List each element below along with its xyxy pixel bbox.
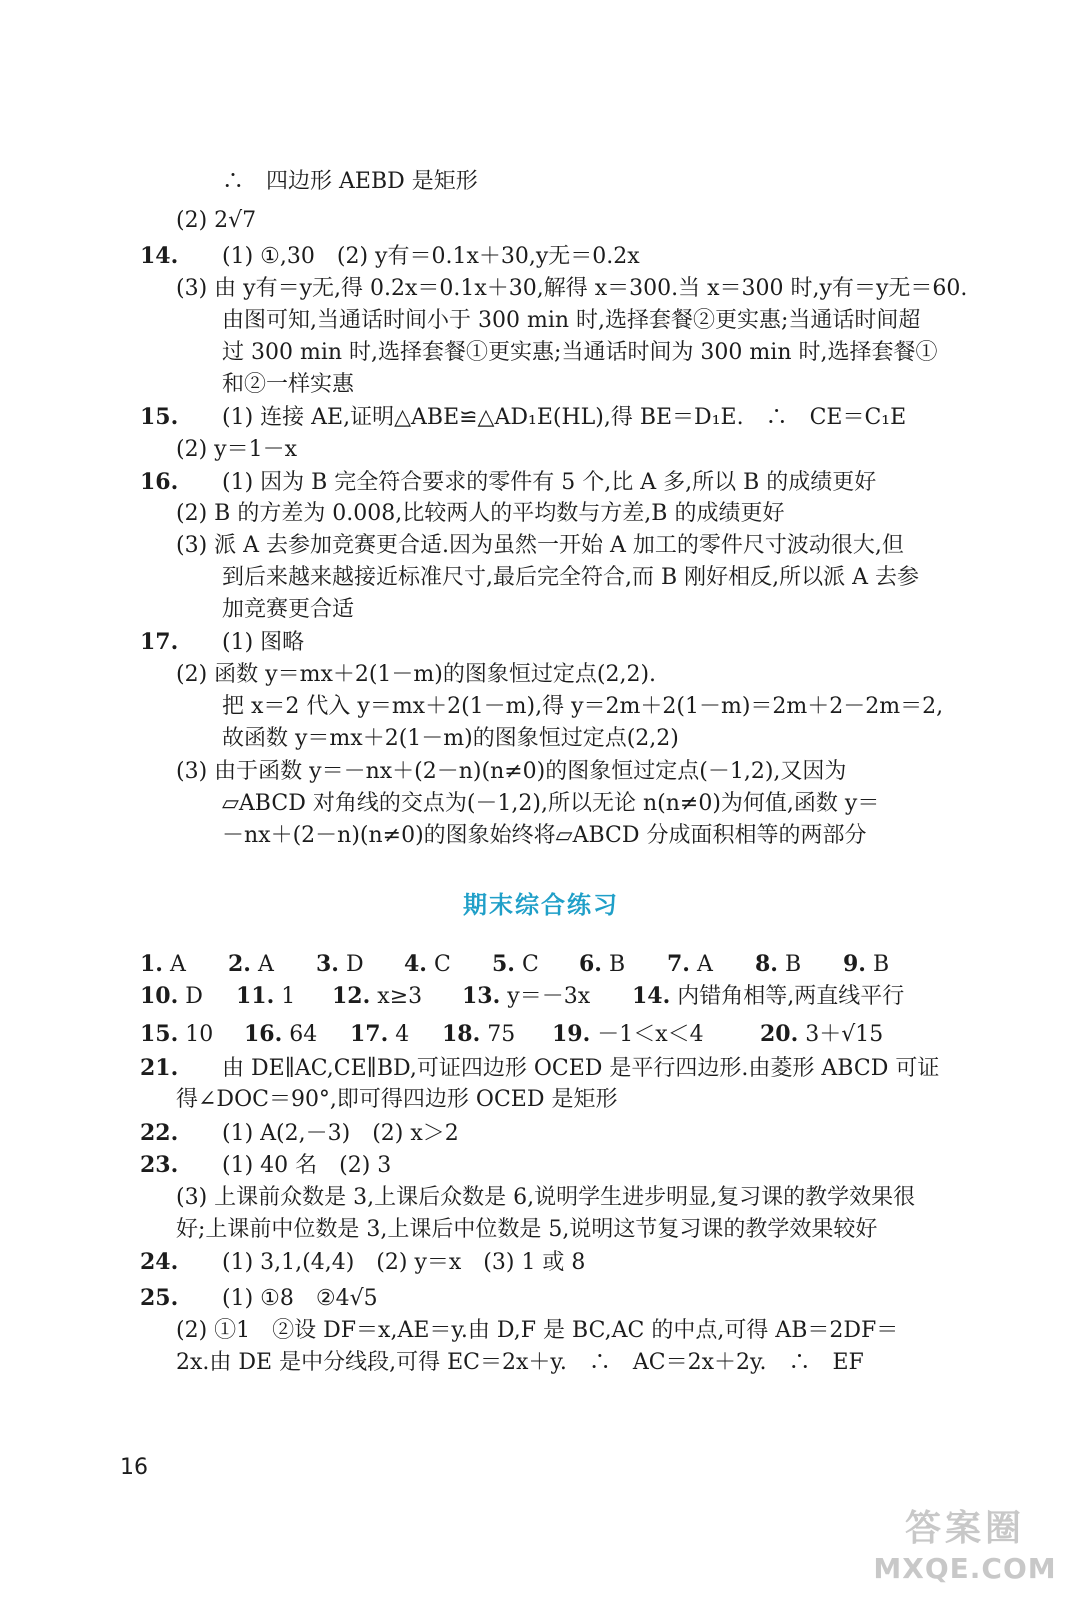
answer-item — [492, 948, 539, 981]
answer-number: 16. — [244, 1021, 283, 1047]
answer-number: 6. — [579, 951, 602, 977]
text: (1) 3,1,(4,4) (2) y＝x (3) 1 或 8 — [222, 1250, 586, 1275]
text: (2) B 的方差为 0.008,比较两人的平均数与方差,B 的成绩更好 — [176, 501, 785, 526]
item-number: 15. — [140, 404, 179, 430]
answer-value: C — [433, 952, 451, 977]
item-23 — [140, 1149, 391, 1182]
answer-value: x≥3 — [377, 984, 423, 1009]
answer-number: 8. — [755, 951, 778, 977]
answer-item — [552, 1018, 704, 1051]
text-line — [176, 1084, 617, 1116]
text: 故函数 y＝mx＋2(1－m)的图象恒过定点(2,2) — [222, 726, 679, 751]
text-line — [176, 1347, 864, 1379]
text: (2) ①1 ②设 DF＝x,AE＝y.由 D,F 是 BC,AC 的中点,可得 AB＝2DF＝ — [176, 1318, 899, 1343]
text-line — [176, 205, 256, 237]
text-line — [176, 756, 846, 788]
text-line — [222, 723, 679, 755]
answer-number: 12. — [332, 983, 371, 1009]
answer-item — [228, 948, 274, 981]
answer-item — [244, 1018, 317, 1051]
answer-number: 18. — [442, 1021, 481, 1047]
text: (1) A(2,－3) (2) x＞2 — [222, 1121, 459, 1146]
text: 和②一样实惠 — [222, 372, 355, 397]
answer-number: 7. — [667, 951, 690, 977]
item-number: 23. — [140, 1152, 179, 1178]
text: (1) 图略 — [222, 630, 305, 655]
answer-value: D — [345, 952, 364, 977]
answer-value: 75 — [487, 1022, 516, 1047]
text: (1) 因为 B 完全符合要求的零件有 5 个,比 A 多,所以 B 的成绩更好 — [222, 470, 877, 495]
text: (3) 由 y有＝y无,得 0.2x＝0.1x＋30,解得 x＝300.当 x＝300 时,y有＝y无＝60. — [176, 276, 968, 301]
watermark-logo — [860, 1506, 1070, 1592]
text-line — [222, 562, 919, 594]
item-21 — [140, 1052, 939, 1085]
answer-number: 19. — [552, 1021, 591, 1047]
answer-number: 11. — [236, 983, 275, 1009]
answer-item — [579, 948, 625, 981]
answer-item — [404, 948, 451, 981]
text-line — [176, 530, 904, 562]
answer-row — [0, 1018, 1082, 1050]
answer-number: 14. — [632, 983, 671, 1009]
text: 2x.由 DE 是中分线段,可得 EC＝2x＋y. ∴ AC＝2x＋2y. ∴ EF — [176, 1350, 864, 1375]
page-number: 16 — [120, 1455, 148, 1480]
item-22 — [140, 1117, 459, 1150]
answer-item — [755, 948, 801, 981]
item-14 — [140, 240, 640, 273]
text: (1) 连接 AE,证明△ABE≌△AD₁E(HL),得 BE＝D₁E. ∴ CE＝C₁E — [222, 405, 907, 430]
text: 把 x＝2 代入 y＝mx＋2(1－m),得 y＝2m＋2(1－m)＝2m＋2－2m＝2, — [222, 694, 944, 719]
text-line — [222, 305, 920, 337]
answer-item — [843, 948, 889, 981]
text: 过 300 min 时,选择套餐①更实惠;当通话时间为 300 min 时,选择套餐① — [222, 340, 938, 365]
answer-value: A — [169, 952, 186, 977]
text: ▱ABCD 对角线的交点为(－1,2),所以无论 n(n≠0)为何值,函数 y＝ — [222, 791, 880, 816]
item-24 — [140, 1246, 585, 1279]
item-number: 25. — [140, 1285, 179, 1311]
answer-item — [236, 980, 295, 1013]
answer-item — [462, 980, 590, 1013]
answer-item — [140, 1018, 213, 1051]
text-line — [176, 1182, 915, 1214]
text: (3) 上课前众数是 3,上课后众数是 6,说明学生进步明显,复习课的教学效果很 — [176, 1185, 916, 1210]
item-number: 14. — [140, 243, 179, 269]
answer-value: B — [872, 952, 890, 977]
item-number: 17. — [140, 629, 179, 655]
answer-value: A — [257, 952, 274, 977]
answer-number: 4. — [404, 951, 427, 977]
answer-value: B — [784, 952, 802, 977]
answer-value: 4 — [395, 1022, 410, 1047]
answer-value: 3＋√15 — [805, 1022, 884, 1047]
text: (1) ①,30 (2) y有＝0.1x＋30,y无＝0.2x — [222, 244, 640, 269]
text: 得∠DOC＝90°,即可得四边形 OCED 是矩形 — [176, 1087, 618, 1112]
answer-item — [316, 948, 364, 981]
answer-value: 10 — [185, 1022, 214, 1047]
answer-number: 1. — [140, 951, 163, 977]
item-number: 22. — [140, 1120, 179, 1146]
answer-number: 20. — [760, 1021, 799, 1047]
text-line — [222, 166, 478, 198]
text-line — [176, 1214, 877, 1246]
answer-value: C — [521, 952, 539, 977]
answer-item — [632, 980, 904, 1013]
answer-value: D — [185, 984, 203, 1009]
answer-row — [0, 948, 1082, 980]
text: 由 DE∥AC,CE∥BD,可证四边形 OCED 是平行四边形.由菱形 ABCD 可证 — [222, 1056, 940, 1081]
text: 由图可知,当通话时间小于 300 min 时,选择套餐②更实惠;当通话时间超 — [222, 308, 921, 333]
text-line — [222, 594, 354, 626]
item-number: 21. — [140, 1055, 179, 1081]
text: 加竞赛更合适 — [222, 597, 355, 622]
answer-item — [350, 1018, 409, 1051]
text: (3) 派 A 去参加竞赛更合适.因为虽然一开始 A 加工的零件尺寸波动很大,但 — [176, 533, 904, 558]
text: (3) 由于函数 y＝－nx＋(2－n)(n≠0)的图象恒过定点(－1,2),又因为 — [176, 759, 847, 784]
answer-number: 2. — [228, 951, 251, 977]
text-line — [176, 434, 297, 466]
text-line — [222, 337, 937, 369]
answer-number: 5. — [492, 951, 515, 977]
answer-item — [760, 1018, 883, 1051]
answer-item — [667, 948, 713, 981]
item-number: 24. — [140, 1249, 179, 1275]
text: (1) ①8 ②4√5 — [222, 1286, 378, 1311]
section-title: 期末综合练习 — [463, 891, 619, 919]
text-line — [176, 659, 656, 691]
watermark-title: 答案圈 — [904, 1508, 1025, 1549]
text: －nx＋(2－n)(n≠0)的图象始终将▱ABCD 分成面积相等的两部分 — [222, 823, 867, 848]
text-line — [222, 691, 943, 723]
answer-number: 10. — [140, 983, 179, 1009]
answer-number: 15. — [140, 1021, 179, 1047]
answer-row — [0, 980, 1082, 1012]
text: 好;上课前中位数是 3,上课后中位数是 5,说明这节复习课的教学效果较好 — [176, 1217, 878, 1242]
answer-item — [140, 948, 186, 981]
text-line — [176, 273, 967, 305]
text: (2) 2√7 — [176, 208, 257, 233]
text: ∴ 四边形 AEBD 是矩形 — [222, 169, 478, 194]
item-number: 16. — [140, 469, 179, 495]
answer-number: 17. — [350, 1021, 389, 1047]
answer-value: B — [608, 952, 626, 977]
answer-item — [442, 1018, 515, 1051]
answer-item — [140, 980, 203, 1013]
answer-value: 内错角相等,两直线平行 — [677, 984, 905, 1009]
answer-value: 64 — [289, 1022, 318, 1047]
watermark-url: MXQE.COM — [873, 1552, 1057, 1585]
text-line — [222, 369, 354, 401]
text-line — [176, 1315, 898, 1347]
answer-value: －1＜x＜4 — [597, 1022, 704, 1047]
text: (1) 40 名 (2) 3 — [222, 1153, 392, 1178]
answer-item — [332, 980, 422, 1013]
answer-value: A — [696, 952, 713, 977]
item-25 — [140, 1282, 378, 1315]
text: 到后来越来越接近标准尺寸,最后完全符合,而 B 刚好相反,所以派 A 去参 — [222, 565, 920, 590]
text: (2) 函数 y＝mx＋2(1－m)的图象恒过定点(2,2). — [176, 662, 657, 687]
text-line — [222, 788, 879, 820]
item-17 — [140, 626, 304, 659]
answer-number: 3. — [316, 951, 339, 977]
text-line — [222, 820, 867, 852]
answer-number: 13. — [462, 983, 501, 1009]
answer-value: 1 — [281, 984, 296, 1009]
answer-value: y＝－3x — [507, 984, 591, 1009]
text-line — [176, 498, 784, 530]
item-15 — [140, 401, 906, 434]
answer-number: 9. — [843, 951, 866, 977]
text: (2) y＝1－x — [176, 437, 297, 462]
item-16 — [140, 466, 876, 499]
